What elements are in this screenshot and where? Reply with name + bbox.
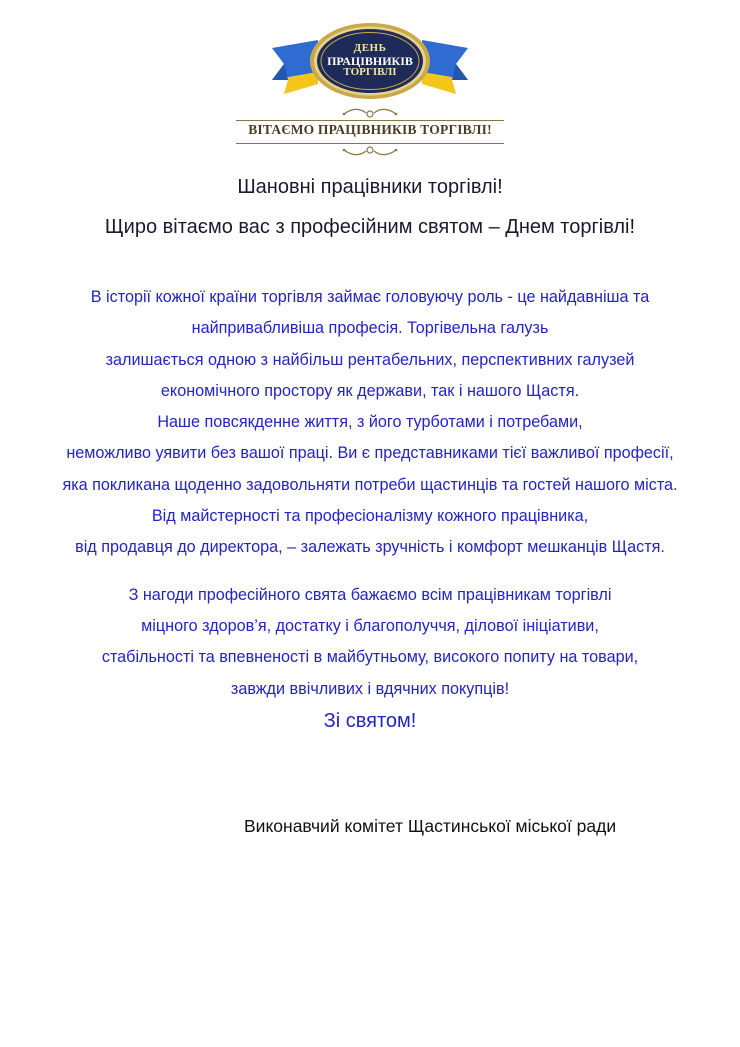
greeting-banner xyxy=(236,108,504,156)
ornament-bottom-icon xyxy=(340,144,400,156)
greeting-heading: Шановні працівники торгівлі! xyxy=(237,176,503,198)
paragraph-line: В історії кожної країни торгівля займає головуючу роль - це найдавніша та xyxy=(90,288,650,306)
ornament-top-icon xyxy=(340,108,400,120)
paragraph-gap xyxy=(0,564,740,580)
logo-line-2: ПРАЦІВНИКІВ xyxy=(327,53,413,68)
wish-line: завжди ввічливих і вдячних покупців! xyxy=(230,679,510,698)
logo-line-1: ДЕНЬ xyxy=(353,42,387,55)
wish-line: З нагоди професійного свята бажаємо всім працівникам торгівлі xyxy=(128,585,612,604)
paragraph-line: від продавця до директора, – залежать зручність і комфорт мешканців Щастя. xyxy=(75,538,665,557)
day-of-trade-workers-logo xyxy=(270,18,470,104)
paragraph-line: Від майстерності та професіоналізму кожного працівника, xyxy=(151,507,589,526)
banner-top-line xyxy=(236,120,504,121)
letter-body xyxy=(0,282,740,737)
paragraph-line: найпривабливіша професія. Торгівельна галузь xyxy=(191,319,549,338)
paragraph-line: Наше повсякденне життя, з його турботами і потребами, xyxy=(157,413,583,432)
logo-caption xyxy=(320,18,420,104)
logo-line-3: ТОРГІВЛІ xyxy=(343,66,397,79)
subheading: Щиро вітаємо вас з професійним святом – Днем торгівлі! xyxy=(104,216,636,238)
closing-wish: Зі святом! xyxy=(323,709,417,732)
paragraph-line: залишається одною з найбільш рентабельних, перспективних галузей xyxy=(105,350,635,369)
paragraph-line: неможливо уявити без вашої праці. Ви є представниками тієї важливої професії, xyxy=(66,444,674,463)
banner-text: ВІТАЄМО ПРАЦІВНИКІВ ТОРГІВЛІ! xyxy=(248,122,492,137)
wish-line: міцного здоров’я, достатку і благополуччя, ділової ініціативи, xyxy=(141,616,599,635)
wish-line: стабільності та впевненості в майбутньому, високого попиту на товари, xyxy=(101,648,639,667)
paragraph-line: економічного простору як держави, так і нашого Щастя. xyxy=(160,381,580,400)
signature: Виконавчий комітет Щастинської міської ради xyxy=(244,816,617,836)
paragraph-line: яка покликана щоденно задовольняти потреби щастинців та гостей нашого міста. xyxy=(62,475,678,494)
